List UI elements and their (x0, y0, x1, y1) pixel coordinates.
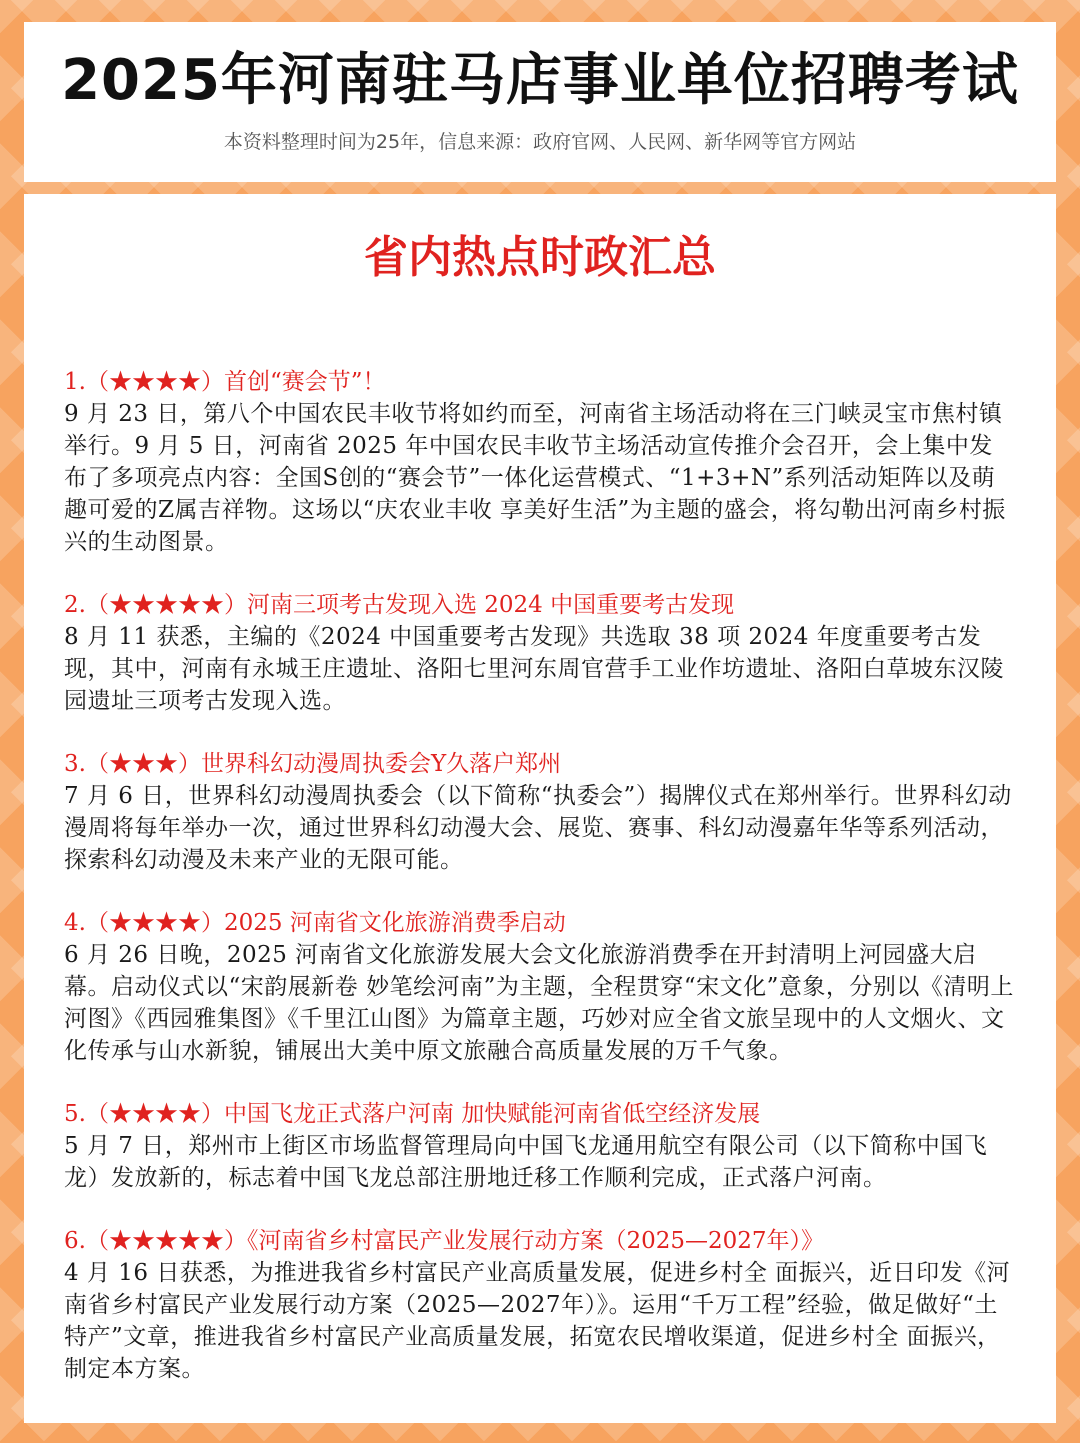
page-title: 2025年河南驻马店事业单位招聘考试 (61, 48, 1019, 113)
news-item-heading: 4.（★★★★）2025 河南省文化旅游消费季启动 (64, 910, 566, 936)
news-item-heading: 6.（★★★★★）《河南省乡村富民产业发展行动方案（2025—2027年）》 (64, 1228, 825, 1254)
news-item-2 (64, 589, 1016, 717)
news-item-body: 8 月 11 获悉，主编的《2024 中国重要考古发现》共选取 38 项 2024 年度重要考古发现，其中，河南有永城王庄遗址、洛阳七里河东周官营手工业作坊遗址、洛阳白草坡东汉陵园遗址三项考古发现入选。 (64, 624, 1004, 714)
section-title: 省内热点时政汇总 (364, 232, 716, 283)
source-note: 本资料整理时间为25年，信息来源：政府官网、人民网、新华网等官方网站 (223, 131, 857, 153)
news-item-body: 4 月 16 日获悉，为推进我省乡村富民产业高质量发展，促进乡村全 面振兴，近日印发《河南省乡村富民产业发展行动方案（2025—2027年）》。运用“千万工程”经验，做足做好“土特产”文章，推进我省乡村富民产业高质量发展，拓宽农民增收渠道，促进乡村全 面振兴，制定本方案。 (64, 1260, 1011, 1382)
news-item-3 (64, 748, 1016, 876)
news-item-6 (64, 1225, 1016, 1385)
news-item-heading: 2.（★★★★★）河南三项考古发现入选 2024 中国重要考古发现 (64, 592, 735, 618)
news-item-4 (64, 907, 1016, 1067)
news-item-1 (64, 366, 1016, 558)
news-item-heading: 5.（★★★★）中国飞龙正式落户河南 加快赋能河南省低空经济发展 (64, 1101, 761, 1127)
header-card (24, 22, 1056, 182)
news-item-body: 6 月 26 日晚，2025 河南省文化旅游发展大会文化旅游消费季在开封清明上河园盛大启幕。启动仪式以“宋韵展新卷 妙笔绘河南”为主题，全程贯穿“宋文化”意象，分别以《清明上河图》《西园雅集图》《千里江山图》为篇章主题，巧妙对应全省文旅呈现中的人文烟火、文化传承与山水新貌，铺展出大美中原文旅融合高质量发展的万千气象。 (64, 942, 1014, 1064)
news-item-5 (64, 1098, 1016, 1194)
news-item-body: 9 月 23 日，第八个中国农民丰收节将如约而至，河南省主场活动将在三门峡灵宝市焦村镇举行。9 月 5 日，河南省 2025 年中国农民丰收节主场活动宣传推介会召开，会上集中发布了多项亮点内容：全国S创的“赛会节”一体化运营模式、“1+3+N”系列活动矩阵以及萌趣可爱的Z属吉祥物。这场以“庆农业丰收 享美好生活”为主题的盛会，将勾勒出河南乡村振兴的生动图景。 (64, 401, 1006, 555)
news-list (64, 366, 1016, 1385)
news-item-heading: 3.（★★★）世界科幻动漫周执委会Y久落户郑州 (64, 751, 562, 777)
news-item-body: 5 月 7 日，郑州市上街区市场监督管理局向中国飞龙通用航空有限公司（以下简称中国飞龙）发放新的，标志着中国飞龙总部注册地迁移工作顺利完成，正式落户河南。 (64, 1133, 988, 1191)
news-item-body: 7 月 6 日，世界科幻动漫周执委会（以下简称“执委会”）揭牌仪式在郑州举行。世界科幻动漫周将每年举办一次，通过世界科幻动漫大会、展览、赛事、科幻动漫嘉年华等系列活动，探索科幻动漫及未来产业的无限可能。 (64, 783, 1012, 873)
content-card (24, 194, 1056, 1423)
news-item-heading: 1.（★★★★）首创“赛会节”！ (64, 369, 386, 395)
